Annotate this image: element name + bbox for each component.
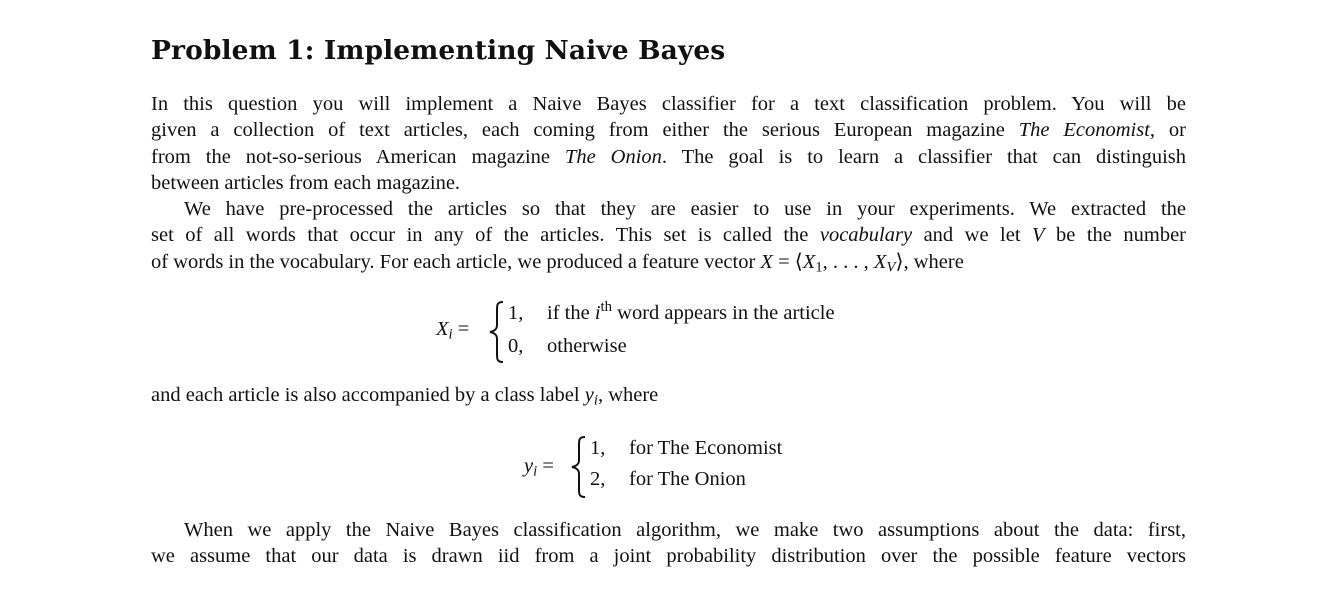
economist-title: The Economist	[1018, 119, 1150, 142]
document-page	[151, 28, 1186, 275]
intro-paragraph	[151, 91, 1186, 196]
para2-line1: We have pre-processed the articles so that they are easier to use in your experiments. We extracted the	[184, 198, 1186, 221]
problem-title: Problem 1: Implementing Naive Bayes	[151, 35, 726, 66]
eq2-case2-condition: for The Onion	[629, 468, 746, 490]
eq2-lhs: $y_i$ =	[524, 455, 554, 480]
eq1-case1-condition: if the $i^{th}$ word appears in the article	[547, 298, 835, 324]
eq1-lhs: $X_i$ =	[436, 318, 470, 343]
para2-line2: set of all words that occur in any of the articles. This set is called the vocabulary and we let V be the number	[151, 224, 1186, 247]
eq1-case1: 1,	[508, 302, 524, 324]
para3-line1: When we apply the Naive Bayes classification algorithm, we make two assumptions about the data: first,	[184, 519, 1186, 541]
eq2-case1-condition: for The Economist	[629, 437, 783, 459]
eq1-left-brace	[488, 300, 506, 364]
eq1-case2-condition: otherwise	[547, 335, 627, 357]
para1-line4: between articles from each magazine.	[151, 171, 461, 194]
eq2-left-brace	[570, 435, 588, 499]
para2-line3: of words in the vocabulary. For each article, we produced a feature vector $X = ⟨X_1$, . . . , $X_V⟩$, where	[151, 250, 964, 276]
onion-title: The Onion	[564, 145, 662, 168]
eq1-case2: 0,	[508, 335, 524, 357]
class-label-sentence: and each article is also accompanied by a class label $y_i$, where	[151, 384, 659, 409]
para1-line3: from the not-so-serious American magazine The Onion. The goal is to learn a classifier that can distinguish	[151, 145, 1187, 168]
assumptions-paragraph	[151, 517, 1186, 570]
eq2-case2: 2,	[590, 468, 606, 490]
para3-line2: we assume that our data is drawn iid from a joint probability distribution over the possible feature vectors	[151, 545, 1186, 568]
preprocessing-paragraph	[151, 196, 1186, 275]
para1-line2: given a collection of text articles, each coming from either the serious European magazine The Economist, or	[151, 119, 1187, 142]
eq2-case1: 1,	[590, 437, 606, 459]
vocabulary-term: vocabulary	[819, 224, 913, 247]
para1-line1: In this question you will implement a Naive Bayes classifier for a text classification problem. You will be	[151, 93, 1186, 115]
